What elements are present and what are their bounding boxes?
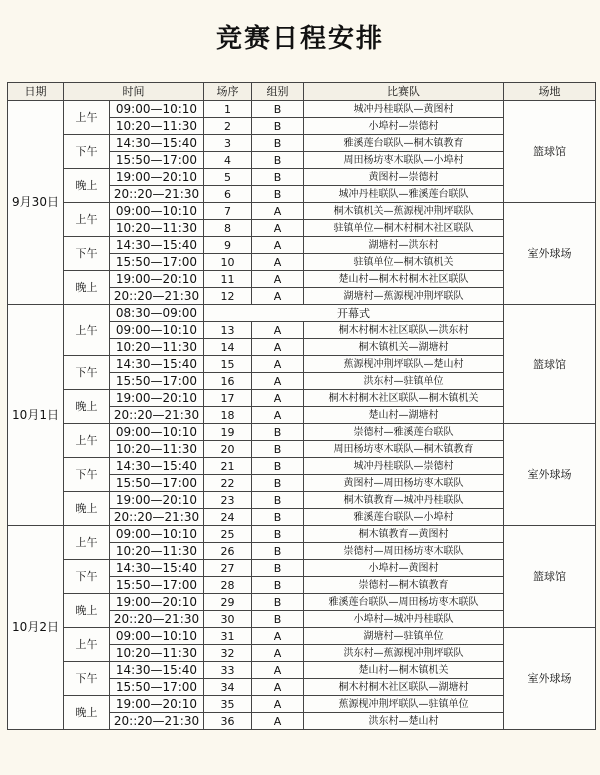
teams-cell: 蕉源枧冲荆坪联队—楚山村 — [304, 356, 504, 373]
time-cell: 09:00—10:10 — [110, 203, 204, 220]
time-cell: 09:00—10:10 — [110, 628, 204, 645]
time-cell: 20::20—21:30 — [110, 509, 204, 526]
group-cell: B — [252, 577, 304, 594]
venue-cell: 室外球场 — [504, 628, 596, 730]
venue-cell: 室外球场 — [504, 424, 596, 526]
teams-cell: 桐木镇机关—湖塘村 — [304, 339, 504, 356]
time-cell: 20::20—21:30 — [110, 611, 204, 628]
seq-cell: 32 — [204, 645, 252, 662]
seq-cell: 31 — [204, 628, 252, 645]
time-cell: 19:00—20:10 — [110, 696, 204, 713]
seq-cell: 24 — [204, 509, 252, 526]
group-cell: A — [252, 373, 304, 390]
teams-cell: 雅溪莲台联队—桐木镇教育 — [304, 135, 504, 152]
time-cell: 14:30—15:40 — [110, 135, 204, 152]
period-cell: 上午 — [64, 101, 110, 135]
time-cell: 20::20—21:30 — [110, 288, 204, 305]
period-cell: 晚上 — [64, 594, 110, 628]
period-cell: 下午 — [64, 135, 110, 169]
time-cell: 15:50—17:00 — [110, 679, 204, 696]
teams-cell: 桐木镇教育—黄图村 — [304, 526, 504, 543]
time-cell: 14:30—15:40 — [110, 662, 204, 679]
teams-cell: 桐木村桐木社区联队—湖塘村 — [304, 679, 504, 696]
group-cell: B — [252, 594, 304, 611]
group-cell: B — [252, 509, 304, 526]
time-cell: 08:30—09:00 — [110, 305, 204, 322]
time-cell: 20::20—21:30 — [110, 713, 204, 730]
seq-cell: 28 — [204, 577, 252, 594]
group-cell: A — [252, 356, 304, 373]
group-cell: A — [252, 322, 304, 339]
seq-cell: 11 — [204, 271, 252, 288]
table-row — [8, 628, 596, 645]
table-row — [8, 101, 596, 118]
teams-cell: 周田杨坊枣木联队—桐木镇教育 — [304, 441, 504, 458]
teams-cell: 楚山村—桐木镇机关 — [304, 662, 504, 679]
period-cell: 晚上 — [64, 390, 110, 424]
group-cell: A — [252, 713, 304, 730]
seq-cell: 19 — [204, 424, 252, 441]
teams-cell: 小埠村—城冲丹桂联队 — [304, 611, 504, 628]
group-cell: A — [252, 271, 304, 288]
header-teams: 比赛队 — [304, 83, 504, 101]
group-cell: B — [252, 186, 304, 203]
seq-cell: 16 — [204, 373, 252, 390]
group-cell: B — [252, 441, 304, 458]
time-cell: 20::20—21:30 — [110, 186, 204, 203]
teams-cell: 黄图村—崇德村 — [304, 169, 504, 186]
group-cell: B — [252, 526, 304, 543]
time-cell: 19:00—20:10 — [110, 594, 204, 611]
teams-cell: 崇德村—雅溪莲台联队 — [304, 424, 504, 441]
period-cell: 下午 — [64, 356, 110, 390]
teams-cell: 城冲丹桂联队—黄图村 — [304, 101, 504, 118]
period-cell: 上午 — [64, 305, 110, 356]
period-cell: 上午 — [64, 203, 110, 237]
seq-cell: 21 — [204, 458, 252, 475]
page-title: 竞赛日程安排 — [215, 24, 384, 54]
group-cell: B — [252, 424, 304, 441]
period-cell: 晚上 — [64, 271, 110, 305]
venue-cell: 室外球场 — [504, 203, 596, 305]
seq-cell: 9 — [204, 237, 252, 254]
group-cell: A — [252, 203, 304, 220]
group-cell: B — [252, 118, 304, 135]
group-cell: B — [252, 492, 304, 509]
group-cell: B — [252, 560, 304, 577]
group-cell: A — [252, 237, 304, 254]
period-cell: 晚上 — [64, 169, 110, 203]
period-cell: 上午 — [64, 628, 110, 662]
group-cell: B — [252, 475, 304, 492]
time-cell: 15:50—17:00 — [110, 475, 204, 492]
seq-cell: 5 — [204, 169, 252, 186]
date-cell: 10月2日 — [8, 526, 64, 730]
header-date: 日期 — [8, 83, 64, 101]
teams-cell: 湖塘村—蕉源枧冲荆坪联队 — [304, 288, 504, 305]
time-cell: 19:00—20:10 — [110, 492, 204, 509]
teams-cell: 洪东村—楚山村 — [304, 713, 504, 730]
period-cell: 下午 — [64, 237, 110, 271]
seq-cell: 26 — [204, 543, 252, 560]
period-cell: 上午 — [64, 526, 110, 560]
teams-cell: 桐木镇机关—蕉源枧冲荆坪联队 — [304, 203, 504, 220]
time-cell: 09:00—10:10 — [110, 322, 204, 339]
seq-cell: 36 — [204, 713, 252, 730]
group-cell: A — [252, 628, 304, 645]
group-cell: B — [252, 611, 304, 628]
seq-cell: 10 — [204, 254, 252, 271]
date-cell: 10月1日 — [8, 305, 64, 526]
group-cell: A — [252, 407, 304, 424]
time-cell: 10:20—11:30 — [110, 543, 204, 560]
teams-cell: 崇德村—桐木镇教育 — [304, 577, 504, 594]
time-cell: 10:20—11:30 — [110, 339, 204, 356]
time-cell: 19:00—20:10 — [110, 390, 204, 407]
teams-cell: 桐木村桐木社区联队—洪东村 — [304, 322, 504, 339]
seq-cell: 3 — [204, 135, 252, 152]
seq-cell: 27 — [204, 560, 252, 577]
teams-cell: 周田杨坊枣木联队—小埠村 — [304, 152, 504, 169]
header-time: 时间 — [64, 83, 204, 101]
time-cell: 10:20—11:30 — [110, 118, 204, 135]
seq-cell: 25 — [204, 526, 252, 543]
teams-cell: 城冲丹桂联队—雅溪莲台联队 — [304, 186, 504, 203]
seq-cell: 13 — [204, 322, 252, 339]
venue-cell: 篮球馆 — [504, 101, 596, 203]
seq-cell: 2 — [204, 118, 252, 135]
seq-cell: 33 — [204, 662, 252, 679]
time-cell: 09:00—10:10 — [110, 424, 204, 441]
period-cell: 下午 — [64, 458, 110, 492]
header-row — [8, 83, 596, 101]
time-cell: 14:30—15:40 — [110, 237, 204, 254]
teams-cell: 桐木村桐木社区联队—桐木镇机关 — [304, 390, 504, 407]
seq-cell: 35 — [204, 696, 252, 713]
time-cell: 20::20—21:30 — [110, 407, 204, 424]
seq-cell: 8 — [204, 220, 252, 237]
seq-cell: 23 — [204, 492, 252, 509]
teams-cell: 小埠村—崇德村 — [304, 118, 504, 135]
teams-cell: 崇德村—周田杨坊枣木联队 — [304, 543, 504, 560]
teams-cell: 雅溪莲台联队—小埠村 — [304, 509, 504, 526]
teams-cell: 驻镇单位—桐木村桐木社区联队 — [304, 220, 504, 237]
time-cell: 15:50—17:00 — [110, 577, 204, 594]
teams-cell: 楚山村—湖塘村 — [304, 407, 504, 424]
schedule-table — [7, 82, 596, 730]
group-cell: B — [252, 101, 304, 118]
seq-cell: 4 — [204, 152, 252, 169]
seq-cell: 7 — [204, 203, 252, 220]
group-cell: B — [252, 543, 304, 560]
seq-cell: 15 — [204, 356, 252, 373]
group-cell: A — [252, 339, 304, 356]
seq-cell: 17 — [204, 390, 252, 407]
group-cell: A — [252, 679, 304, 696]
group-cell: A — [252, 220, 304, 237]
time-cell: 10:20—11:30 — [110, 220, 204, 237]
ceremony-cell: 开幕式 — [204, 305, 504, 322]
teams-cell: 楚山村—桐木村桐木社区联队 — [304, 271, 504, 288]
period-cell: 上午 — [64, 424, 110, 458]
group-cell: A — [252, 288, 304, 305]
seq-cell: 30 — [204, 611, 252, 628]
header-venue: 场地 — [504, 83, 596, 101]
period-cell: 下午 — [64, 662, 110, 696]
seq-cell: 12 — [204, 288, 252, 305]
venue-cell: 篮球馆 — [504, 526, 596, 628]
time-cell: 09:00—10:10 — [110, 101, 204, 118]
time-cell: 10:20—11:30 — [110, 645, 204, 662]
time-cell: 15:50—17:00 — [110, 254, 204, 271]
table-row — [8, 203, 596, 220]
seq-cell: 20 — [204, 441, 252, 458]
table-row — [8, 424, 596, 441]
teams-cell: 湖塘村—洪东村 — [304, 237, 504, 254]
teams-cell: 城冲丹桂联队—崇德村 — [304, 458, 504, 475]
teams-cell: 洪东村—蕉源枧冲荆坪联队 — [304, 645, 504, 662]
table-row — [8, 526, 596, 543]
seq-cell: 1 — [204, 101, 252, 118]
group-cell: B — [252, 152, 304, 169]
time-cell: 19:00—20:10 — [110, 169, 204, 186]
teams-cell: 驻镇单位—桐木镇机关 — [304, 254, 504, 271]
period-cell: 下午 — [64, 560, 110, 594]
group-cell: A — [252, 662, 304, 679]
seq-cell: 14 — [204, 339, 252, 356]
teams-cell: 小埠村—黄图村 — [304, 560, 504, 577]
period-cell: 晚上 — [64, 696, 110, 730]
time-cell: 15:50—17:00 — [110, 373, 204, 390]
group-cell: A — [252, 645, 304, 662]
header-group: 组别 — [252, 83, 304, 101]
time-cell: 10:20—11:30 — [110, 441, 204, 458]
table-row — [8, 305, 596, 322]
teams-cell: 桐木镇教育—城冲丹桂联队 — [304, 492, 504, 509]
venue-cell: 篮球馆 — [504, 305, 596, 424]
teams-cell: 洪东村—驻镇单位 — [304, 373, 504, 390]
seq-cell: 34 — [204, 679, 252, 696]
group-cell: A — [252, 390, 304, 407]
teams-cell: 湖塘村—驻镇单位 — [304, 628, 504, 645]
teams-cell: 黄图村—周田杨坊枣木联队 — [304, 475, 504, 492]
group-cell: B — [252, 458, 304, 475]
time-cell: 15:50—17:00 — [110, 152, 204, 169]
group-cell: A — [252, 254, 304, 271]
seq-cell: 18 — [204, 407, 252, 424]
header-seq: 场序 — [204, 83, 252, 101]
teams-cell: 蕉源枧冲荆坪联队—驻镇单位 — [304, 696, 504, 713]
time-cell: 09:00—10:10 — [110, 526, 204, 543]
time-cell: 14:30—15:40 — [110, 458, 204, 475]
seq-cell: 29 — [204, 594, 252, 611]
seq-cell: 6 — [204, 186, 252, 203]
group-cell: A — [252, 696, 304, 713]
teams-cell: 雅溪莲台联队—周田杨坊枣木联队 — [304, 594, 504, 611]
group-cell: B — [252, 135, 304, 152]
time-cell: 14:30—15:40 — [110, 356, 204, 373]
time-cell: 19:00—20:10 — [110, 271, 204, 288]
time-cell: 14:30—15:40 — [110, 560, 204, 577]
period-cell: 晚上 — [64, 492, 110, 526]
seq-cell: 22 — [204, 475, 252, 492]
group-cell: B — [252, 169, 304, 186]
date-cell: 9月30日 — [8, 101, 64, 305]
